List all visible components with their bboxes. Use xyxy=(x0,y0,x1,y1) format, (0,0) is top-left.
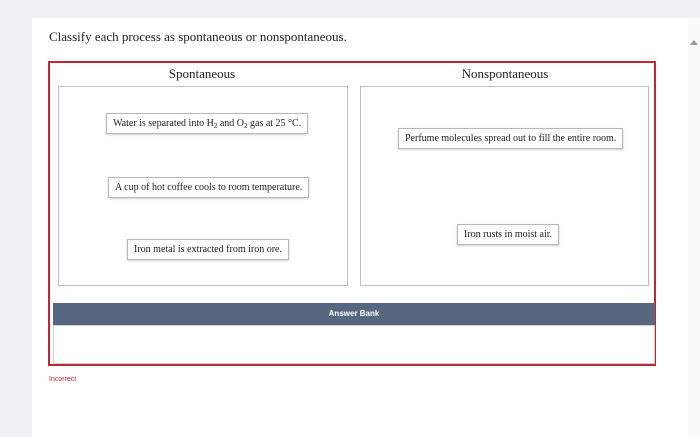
card-label: Iron rusts in moist air. xyxy=(464,229,553,240)
card-label: Iron metal is extracted from iron ore. xyxy=(134,244,282,255)
card-text-part: and O xyxy=(217,118,244,129)
card-coffee-cools[interactable] xyxy=(108,177,309,198)
card-perfume-spreads[interactable] xyxy=(398,128,623,149)
card-water-separated[interactable] xyxy=(106,113,308,134)
scrollbar[interactable] xyxy=(688,18,700,437)
bin-title-spontaneous: Spontaneous xyxy=(168,66,236,81)
status-message: Incorrect xyxy=(49,376,77,383)
scroll-up-icon[interactable] xyxy=(690,40,698,45)
card-label: A cup of hot coffee cools to room temperature. xyxy=(115,182,303,193)
card-text-part: Water is separated into H xyxy=(113,118,214,129)
card-label: Perfume molecules spread out to fill the entire room. xyxy=(405,133,617,144)
card-text-part: gas at 25 °C. xyxy=(247,118,302,129)
question-text: Classify each process as spontaneous or nonspontaneous. xyxy=(49,29,347,44)
card-iron-rusts[interactable] xyxy=(457,224,559,245)
answer-bank-area[interactable] xyxy=(53,325,655,364)
bin-nonspontaneous[interactable] xyxy=(360,86,649,286)
bin-title-nonspontaneous: Nonspontaneous xyxy=(461,66,549,81)
subscript: 2 xyxy=(213,122,218,130)
subscript: 2 xyxy=(244,122,248,130)
answer-bank-header: Answer Bank xyxy=(53,303,655,325)
card-iron-extracted[interactable] xyxy=(127,239,289,260)
